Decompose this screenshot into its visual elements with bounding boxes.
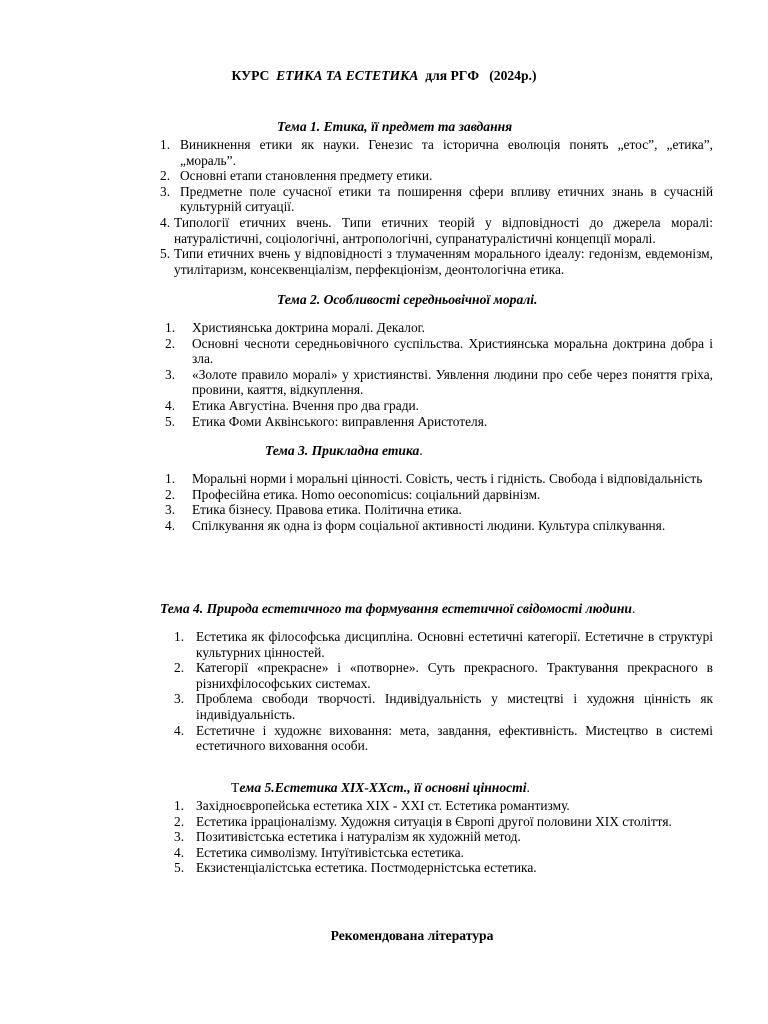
list-item: 2. Естетика ірраціоналізму. Художня ситуація в Європі другої половини XIX століття. (174, 813, 672, 829)
list-item: 4. Естетика символізму. Інтуїтивістська естетика. (174, 844, 464, 860)
list-item: 3. Етика бізнесу. Правова етика. Політична етика. (165, 502, 462, 518)
literature-heading: Рекомендована література (330, 928, 494, 943)
list-item: 1. Західноєвропейська естетика XIX - XXI ст. Естетика романтизму. (174, 798, 570, 813)
list-item: 3. Позитивістська естетика і натуралізм як художній метод. (174, 829, 521, 845)
course-title-prefix: КУРС (231, 68, 277, 83)
topic-1-list (160, 137, 713, 277)
topic-2-list (165, 320, 713, 429)
list-item: 3. Предметне поле сучасної етики та поширення сфери впливу етичних знань в сучасній культурній ситуації. (160, 183, 713, 215)
list-item: 1. Моральні норми і моральні цінності. Совість, честь і гідність. Свобода і відповідальність (165, 471, 703, 486)
topic-4-list (174, 629, 713, 754)
list-item: 4. Етика Августіна. Вчення про два гради. (165, 397, 420, 413)
list-item: 3. «Золоте правило моралі» у християнстві. Уявлення людини про себе через поняття гріха, провини, каяття, відкуплення. (165, 366, 713, 398)
topic-5-list (174, 798, 713, 876)
list-item: 3. Проблема свободи творчості. Індивідуальність у мистецтві і художня цінність як індивідуальність. (174, 691, 713, 722)
list-item: 4. Естетичне і художнє виховання: мета, завдання, ефективність. Мистецтво в системі естетичного виховання особи. (174, 722, 713, 754)
course-title-suffix: для РГФ (2024р.) (418, 68, 537, 83)
topic-3-heading: Тема 3. Прикладна етика. (265, 443, 423, 458)
topic-1-heading: Тема 1. Етика, її предмет та завдання (277, 119, 513, 134)
list-item: 4. Спілкування як одна із форм соціальної активності людини. Культура спілкування. (165, 517, 666, 533)
course-title (0, 68, 768, 84)
list-item: 5. Етика Фоми Аквінського: виправлення Аристотеля. (165, 413, 488, 429)
course-title-name: ЕТИКА ТА ЕСТЕТИКА (276, 68, 419, 83)
list-item: 5. Типи етичних вчень у відповідності з тлумаченням морального ідеалу: гедонізм, евдемонізм, утилітаризм, консеквенціалізм, перфекціонізм, деонтологічна етика. (160, 246, 713, 277)
list-item: 1. Виникнення етики як науки. Генезис та історична еволюція понять „етос”, „етика”, „мораль”. (160, 137, 713, 168)
topic-5-heading: Тема 5.Естетика XIX-XXст., її основні цінності. (231, 780, 530, 795)
list-item: 4. Типології етичних вчень. Типи етичних теорій у відповідності до джерела моралі: натуралістичні, соціологічні, антропологічні, супранатуралістичні концепції моралі. (160, 214, 713, 246)
list-item: 5. Екзистенціалістська естетика. Постмодерністська естетика. (174, 860, 537, 876)
topic-4-heading: Тема 4. Природа естетичного та формування естетичної свідомості людини. (160, 601, 636, 616)
list-item: 2. Професійна етика. Homo oeconomicus: соціальний дарвінізм. (165, 486, 541, 502)
list-item: 1. Християнська доктрина моралі. Декалог. (165, 320, 425, 335)
topic-3-list (165, 471, 713, 533)
topic-2-heading: Тема 2. Особливості середньовічної моралі. (277, 292, 538, 307)
list-item: 1. Естетика як філософська дисципліна. Основні естетичні категорії. Естетичне в структурі культурних цінностей. (174, 629, 713, 660)
list-item: 2. Основні етапи становлення предмету етики. (160, 168, 433, 184)
list-item: 2. Категорії «прекрасне» і «потворне». Суть прекрасного. Трактування прекрасного в різнихфілософських системах. (174, 660, 713, 691)
list-item: 2. Основні чесноти середньовічного суспільства. Християнська моральна доктрина добра і зла. (165, 335, 713, 367)
